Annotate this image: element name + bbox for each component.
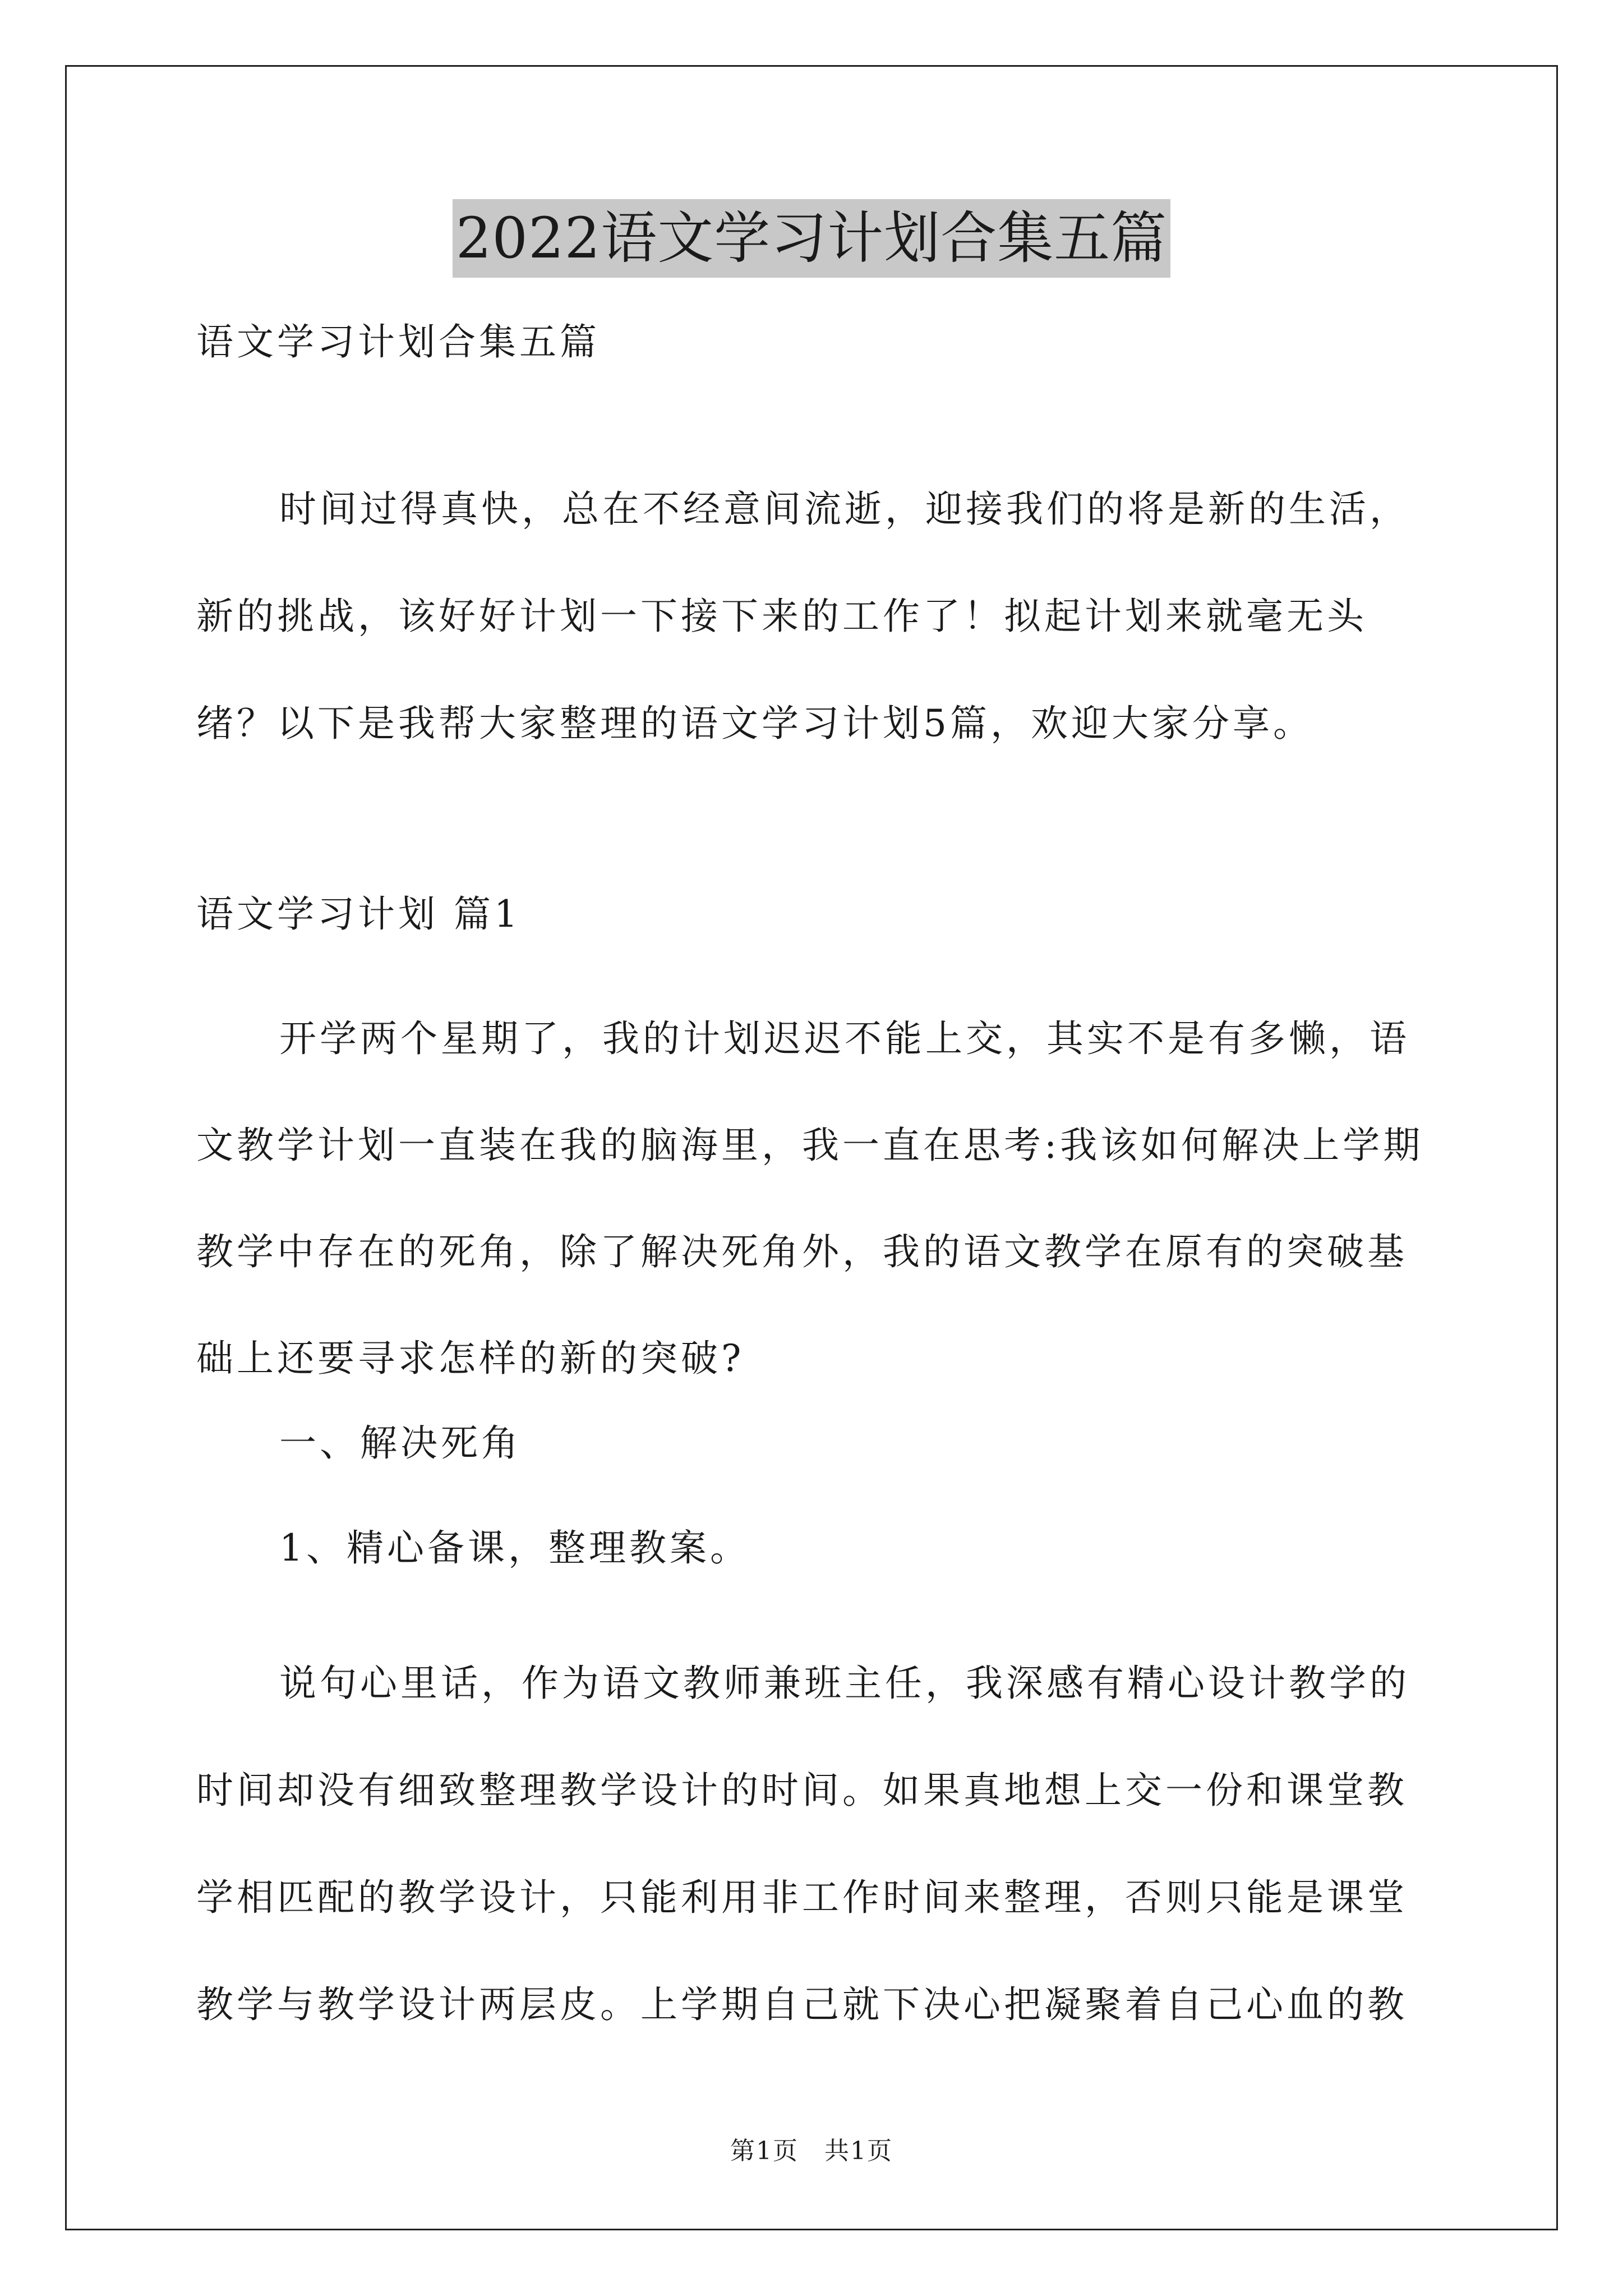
document-title-text: 2022语文学习计划合集五篇	[453, 199, 1171, 278]
list-item: 1、精心备课，整理教案。	[279, 1526, 750, 1570]
section-heading: 语文学习计划 篇1	[196, 892, 521, 936]
paragraph: 开学两个星期了，我的计划迟迟不能上交，其实不是有多懒，语文教学计划一直装在我的脑海里，我一直在思考:我该如何解决上学期教学中存在的死角，除了解决死角外，我的语文教学在原有的突破基础上还要寻求怎样的新的突破?	[196, 1017, 1424, 1380]
page-footer: 第1页 共1页	[730, 2137, 893, 2165]
subsection-heading: 一、解决死角	[279, 1421, 522, 1465]
paragraph: 说句心里话，作为语文教师兼班主任，我深感有精心设计教学的时间却没有细致整理教学设计的时间。如果真地想上交一份和课堂教学相匹配的教学设计，只能利用非工作时间来整理，否则只能是课堂教学与教学设计两层皮。上学期自己就下决心把凝聚着自己心血的教	[196, 1662, 1410, 2026]
document-title	[0, 199, 1623, 278]
document-subtitle: 语文学习计划合集五篇	[196, 320, 600, 364]
intro-paragraph: 时间过得真快，总在不经意间流逝，迎接我们的将是新的生活，新的挑战，该好好计划一下接下来的工作了！拟起计划来就毫无头绪？以下是我帮大家整理的语文学习计划5篇，欢迎大家分享。	[196, 487, 1410, 745]
